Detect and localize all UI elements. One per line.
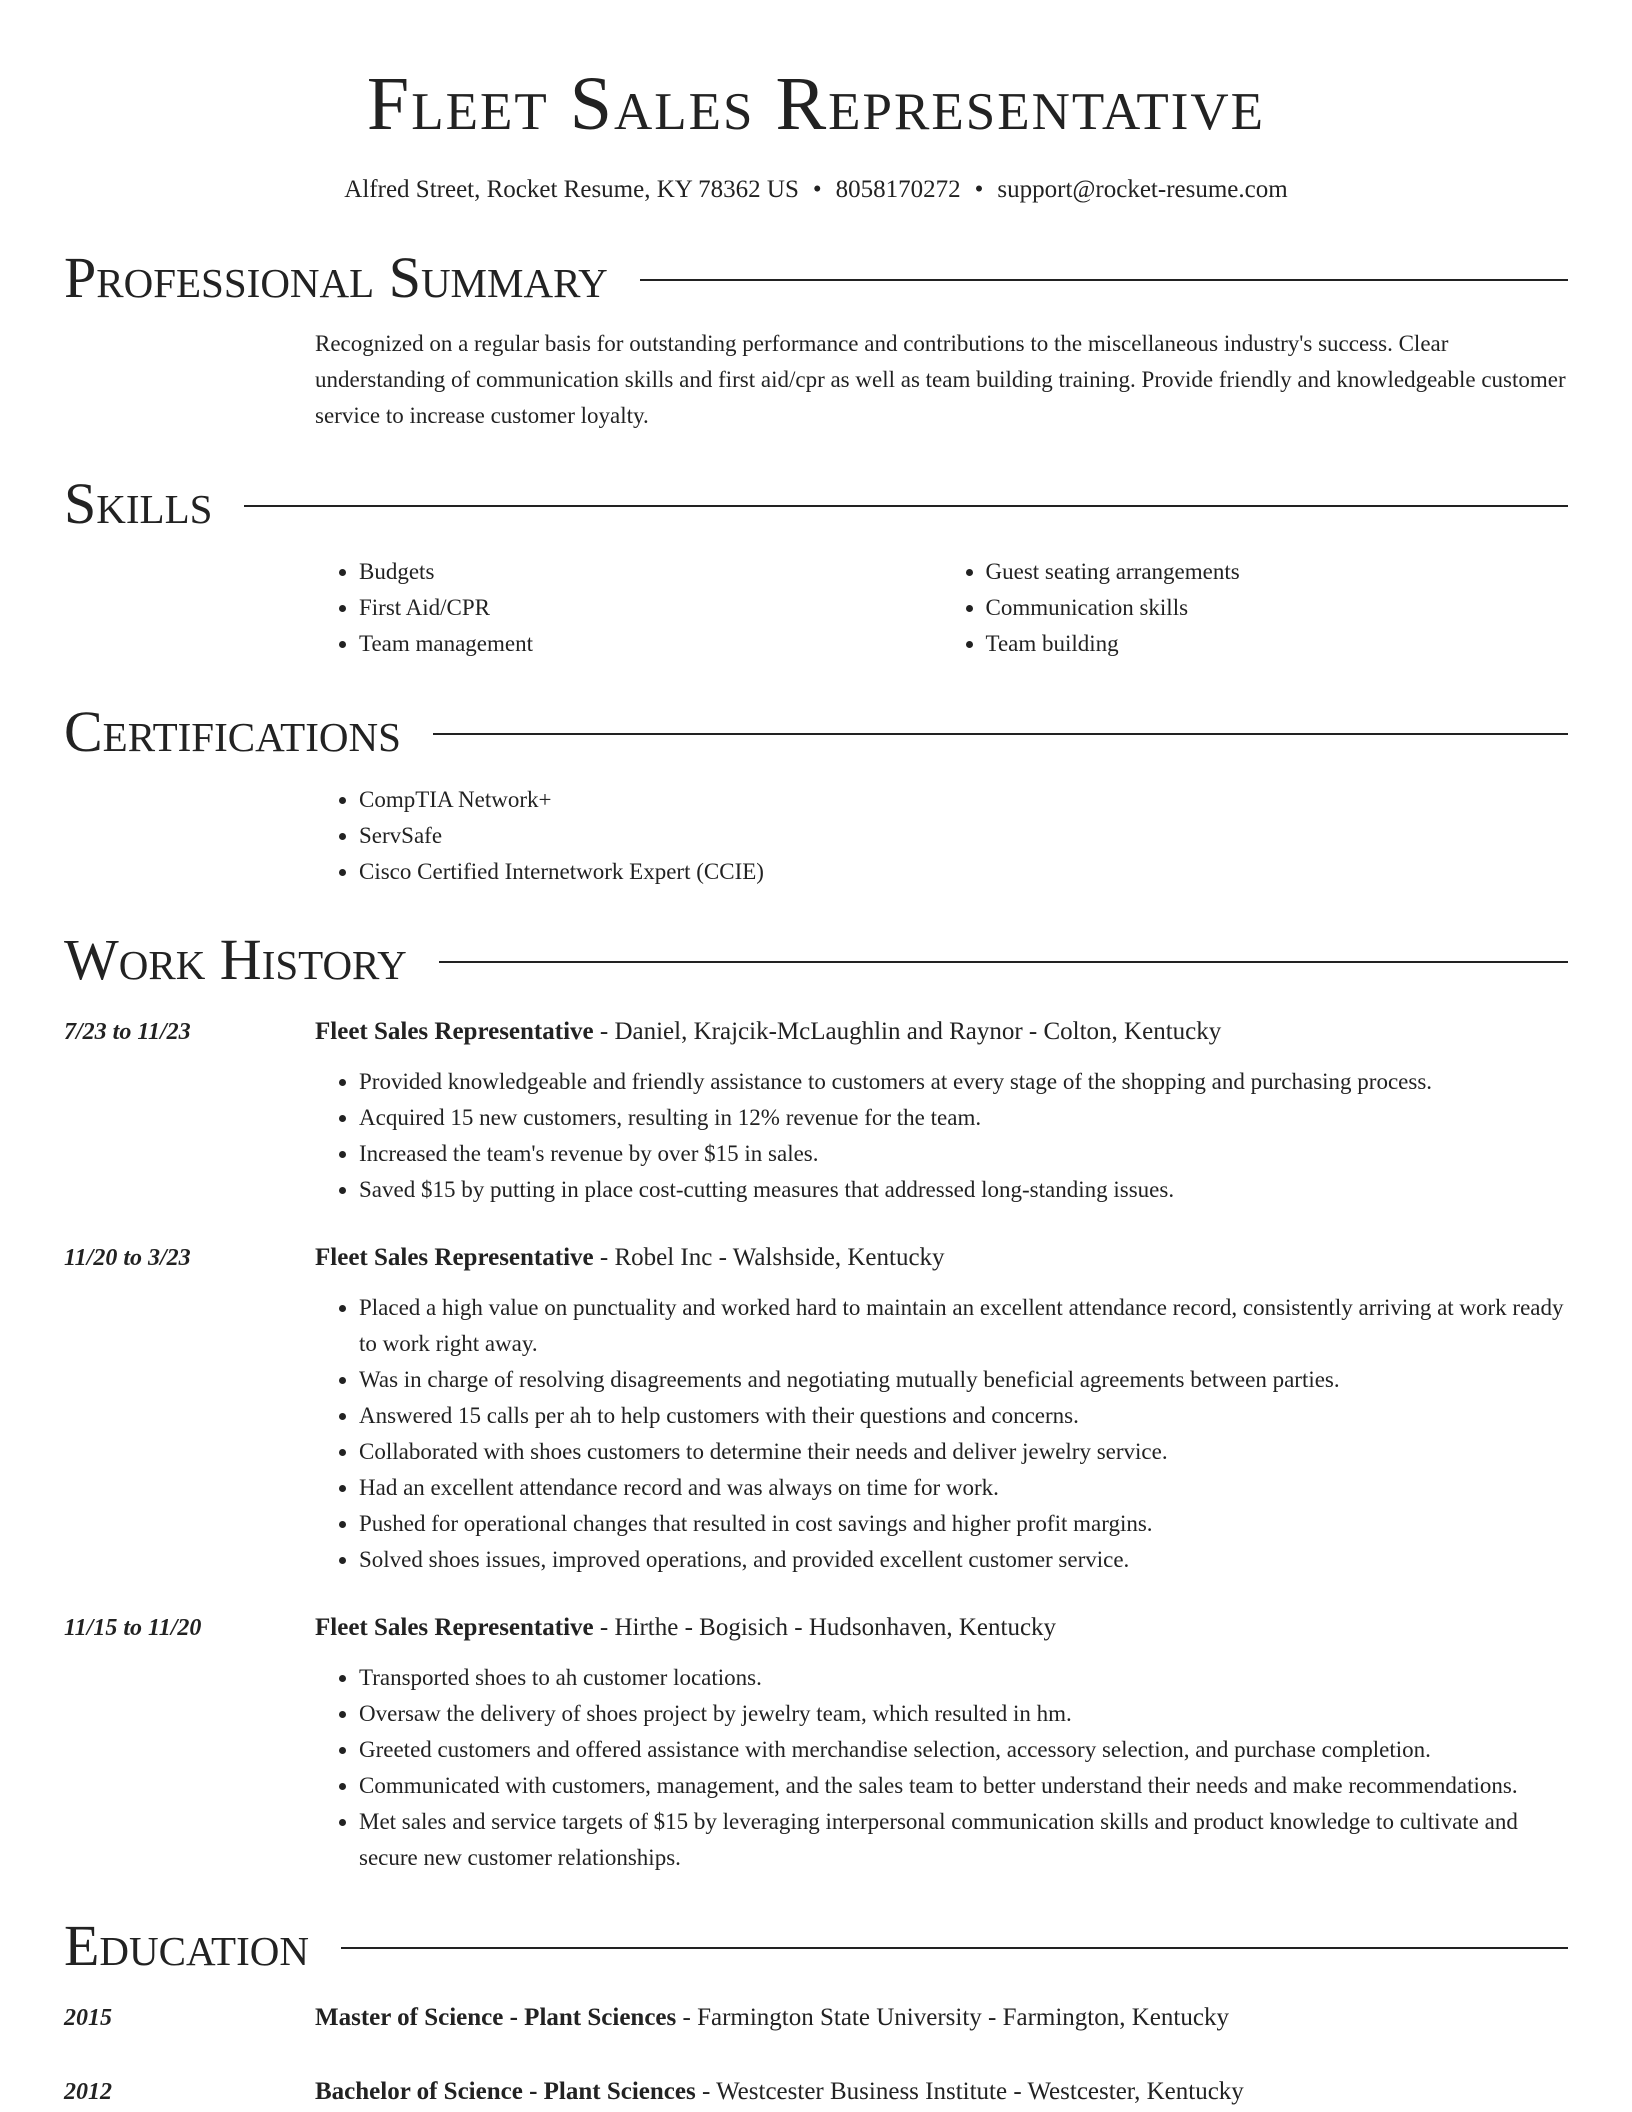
- skills-column-right: [942, 554, 1569, 662]
- job-bullets: [315, 1064, 1568, 1208]
- education-entry: [64, 2000, 1568, 2036]
- section-title: Work History: [64, 927, 407, 992]
- job-title: Fleet Sales Representative: [315, 1244, 594, 1271]
- job-bullet: • Answered 15 calls per ah to help customers with their questions and concerns.: [359, 1398, 1568, 1434]
- section-header-skills: [64, 470, 1568, 538]
- education-school: - Farmington State University - Farmington, Kentucky: [676, 2004, 1229, 2031]
- contact-phone: 8058170272: [835, 176, 961, 203]
- skill-item: • Team management: [359, 626, 942, 662]
- job-heading: [315, 1240, 945, 1276]
- job-bullet: • Oversaw the delivery of shoes project by jewelry team, which resulted in hm.: [359, 1696, 1568, 1732]
- skills-list: [315, 554, 1568, 662]
- section-divider: [433, 733, 1568, 735]
- skill-item: • First Aid/CPR: [359, 590, 942, 626]
- job-dates: 7/23 to 11/23: [64, 1019, 191, 1045]
- summary-text: Recognized on a regular basis for outstanding performance and contributions to the miscellaneous industry's success. Clear understanding of communication skills and first aid/cpr as well as team building training. Provide friendly and knowledgeable customer service to increase customer loyalty.: [315, 331, 1566, 428]
- job-bullet: • Acquired 15 new customers, resulting in 12% revenue for the team.: [359, 1100, 1568, 1136]
- job-bullet: • Solved shoes issues, improved operations, and provided excellent customer service.: [359, 1542, 1568, 1578]
- job-bullet: • Collaborated with shoes customers to determine their needs and deliver jewelry service.: [359, 1434, 1568, 1470]
- job-dates: 11/15 to 11/20: [64, 1615, 202, 1641]
- section-title: Skills: [64, 471, 213, 536]
- education-heading: [315, 2000, 1229, 2036]
- job-employer: - Hirthe - Bogisich - Hudsonhaven, Kentucky: [593, 1614, 1057, 1641]
- education-degree: Bachelor of Science - Plant Sciences: [315, 2078, 696, 2105]
- education-entry: [64, 2074, 1568, 2110]
- certifications-list: [315, 782, 1568, 890]
- job-title: Fleet Sales Representative: [315, 1018, 594, 1045]
- job-heading: [315, 1014, 1221, 1050]
- education-heading: [315, 2074, 1244, 2110]
- contact-separator: •: [812, 176, 822, 203]
- job-bullet: • Was in charge of resolving disagreements and negotiating mutually beneficial agreements between parties.: [359, 1362, 1568, 1398]
- job-bullet: • Greeted customers and offered assistance with merchandise selection, accessory selection, and purchase completion.: [359, 1732, 1568, 1768]
- section-header-summary: [64, 244, 1568, 312]
- education-year: 2015: [64, 2005, 112, 2031]
- section-divider: [244, 505, 1568, 507]
- section-header-certifications: [64, 698, 1568, 766]
- skill-item: • Team building: [986, 626, 1569, 662]
- job-bullet: • Provided knowledgeable and friendly assistance to customers at every stage of the shopping and purchasing process.: [359, 1064, 1568, 1100]
- contact-separator: •: [974, 176, 984, 203]
- section-title: Certifications: [64, 699, 401, 764]
- job-bullet: • Met sales and service targets of $15 by leveraging interpersonal communication skills and product knowledge to cultivate and secure new customer relationships.: [359, 1804, 1568, 1876]
- education-school: - Westcester Business Institute - Westcester, Kentucky: [695, 2078, 1244, 2105]
- section-title: Professional Summary: [64, 245, 608, 310]
- job-bullet: • Transported shoes to ah customer locations.: [359, 1660, 1568, 1696]
- job-bullet: • Placed a high value on punctuality and worked hard to maintain an excellent attendance record, consistently arriving at work ready to work right away.: [359, 1290, 1568, 1362]
- education-degree: Master of Science - Plant Sciences: [315, 2004, 677, 2031]
- section-header-work-history: [64, 926, 1568, 994]
- job-entry: [64, 1610, 1568, 1876]
- section-title: Education: [64, 1913, 309, 1978]
- contact-address: Alfred Street, Rocket Resume, KY 78362 US: [344, 176, 799, 203]
- section-header-education: [64, 1912, 1568, 1980]
- contact-line: [64, 172, 1568, 208]
- job-entry: [64, 1240, 1568, 1578]
- resume-name-title: Fleet Sales Representative: [366, 62, 1266, 146]
- job-bullets: [315, 1290, 1568, 1578]
- job-title: Fleet Sales Representative: [315, 1614, 594, 1641]
- resume-page: [64, 0, 1568, 2110]
- contact-email[interactable]: support@rocket-resume.com: [997, 176, 1288, 203]
- certification-item: • CompTIA Network+: [359, 782, 1568, 818]
- education-year: 2012: [64, 2079, 112, 2105]
- section-divider: [640, 279, 1568, 281]
- skill-item: • Budgets: [359, 554, 942, 590]
- job-employer: - Daniel, Krajcik-McLaughlin and Raynor - Colton, Kentucky: [593, 1018, 1222, 1045]
- job-bullet: • Increased the team's revenue by over $15 in sales.: [359, 1136, 1568, 1172]
- job-bullet: • Saved $15 by putting in place cost-cutting measures that addressed long-standing issues.: [359, 1172, 1568, 1208]
- job-dates: 11/20 to 3/23: [64, 1245, 191, 1271]
- job-bullet: • Had an excellent attendance record and was always on time for work.: [359, 1470, 1568, 1506]
- job-bullets: [315, 1660, 1568, 1876]
- skill-item: • Guest seating arrangements: [986, 554, 1569, 590]
- skills-column-left: [315, 554, 942, 662]
- job-bullet: • Pushed for operational changes that resulted in cost savings and higher profit margins.: [359, 1506, 1568, 1542]
- certification-item: • Cisco Certified Internetwork Expert (CCIE): [359, 854, 1568, 890]
- skill-item: • Communication skills: [986, 590, 1569, 626]
- job-heading: [315, 1610, 1056, 1646]
- section-divider: [439, 961, 1568, 963]
- section-divider: [341, 1947, 1568, 1949]
- job-employer: - Robel Inc - Walshside, Kentucky: [593, 1244, 945, 1271]
- job-entry: [64, 1014, 1568, 1208]
- certification-item: • ServSafe: [359, 818, 1568, 854]
- job-bullet: • Communicated with customers, management, and the sales team to better understand their needs and make recommendations.: [359, 1768, 1568, 1804]
